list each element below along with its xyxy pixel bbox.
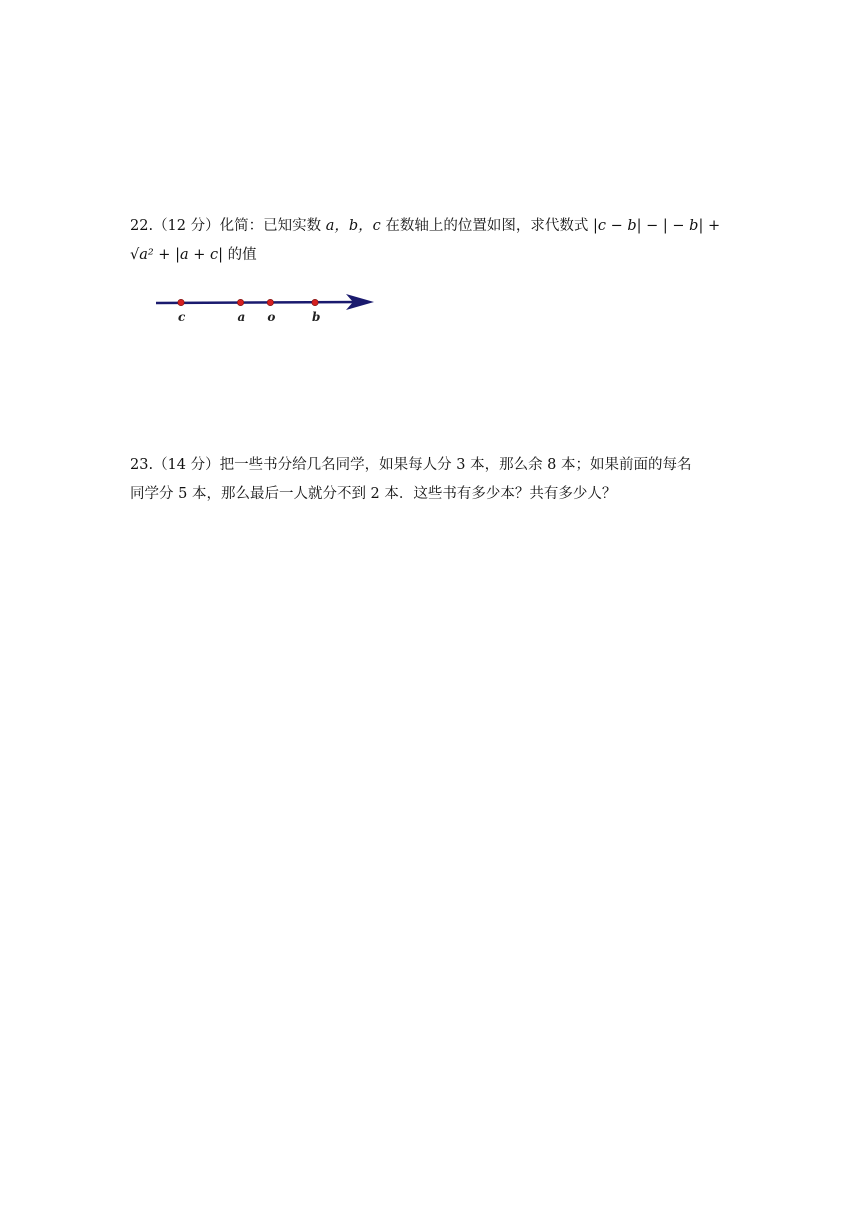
question-text-line-1: 把一些书分给几名同学，如果每人分 3 本，那么余 8 本；如果前面的每名 (219, 457, 692, 473)
point-label-o: o (267, 310, 276, 324)
question-23 (130, 451, 740, 509)
question-23-line-2 (130, 480, 740, 509)
question-number: 23. (130, 457, 154, 473)
expression-part-1: |c − b| − | − b| + (593, 218, 721, 234)
expression-part-2: √a² + |a + c| (130, 247, 223, 263)
number-line-axis (156, 302, 362, 303)
question-text-line-2: 同学分 5 本，那么最后一人就分不到 2 本．这些书有多少本？共有多少人？ (130, 486, 617, 502)
question-22-line-2 (130, 241, 740, 270)
point-c (178, 299, 184, 305)
point-label-a: a (237, 310, 246, 324)
point-o (267, 299, 273, 305)
question-22-line-1 (130, 212, 740, 241)
question-ending: 的值 (227, 247, 257, 263)
question-text-tail: 在数轴上的位置如图，求代数式 (385, 218, 589, 234)
point-a (237, 299, 243, 305)
question-number: 22. (130, 218, 154, 234)
number-line-figure (150, 288, 390, 328)
question-22 (130, 212, 740, 270)
variables: a，b，c (325, 218, 381, 234)
point-b (312, 299, 318, 305)
question-text: 化简：已知实数 (219, 218, 322, 234)
question-score: （12 分） (153, 218, 220, 234)
point-label-c: c (178, 310, 186, 324)
point-label-b: b (312, 310, 321, 324)
question-23-line-1 (130, 451, 740, 480)
question-score: （14 分） (153, 457, 220, 473)
